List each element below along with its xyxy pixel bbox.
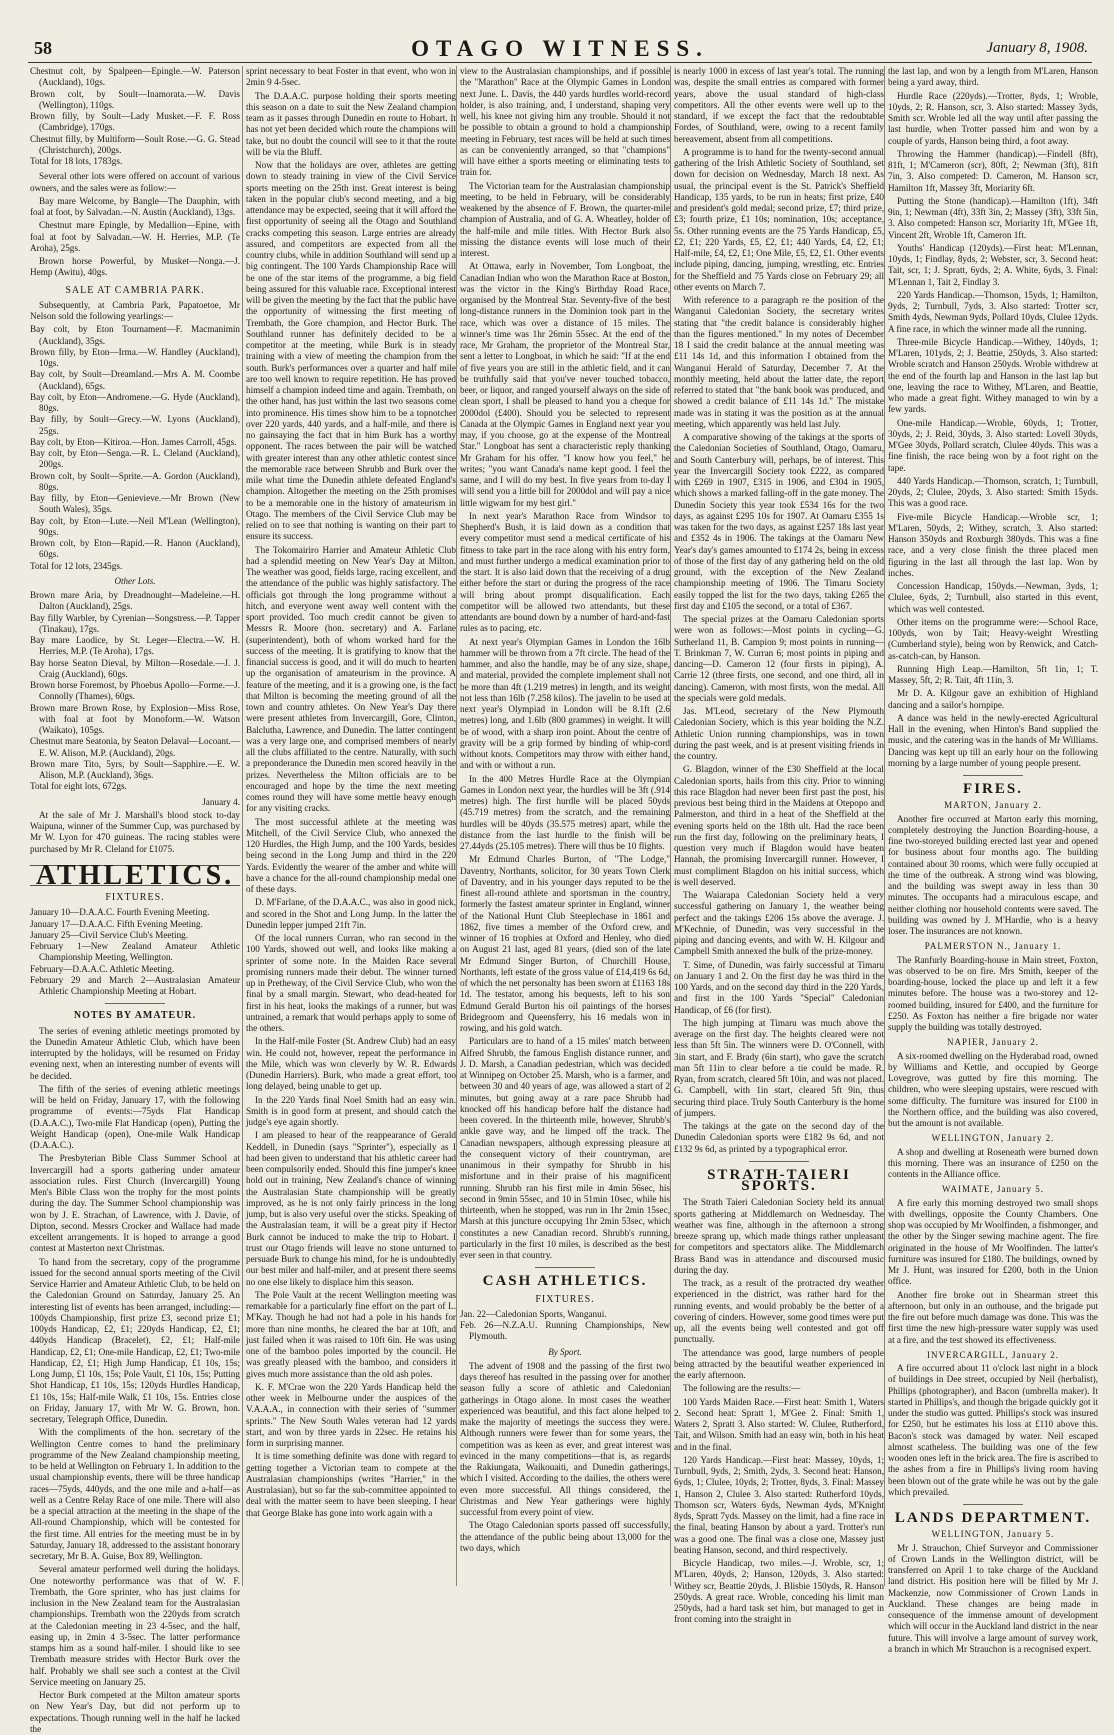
article-paragraph: At the sale of Mr J. Marshall's blood stock to-day Waipuna, winner of the Summer Cup, was purchased by Mr W. Lyon for 470 guineas. The racing stables were purchased by Mr R. Cleland for £1075. bbox=[30, 809, 240, 854]
list-item: Brown mare Aria, by Dreadnought—Madeleine.—H. Dalton (Auckland), 25gs. bbox=[30, 590, 240, 612]
list-item: Bay colt, by Eton—Lute.—Neil M'Lean (Wellington), 90gs. bbox=[30, 515, 240, 537]
section-heading-strath-taieri: STRATH-TAIERI SPORTS. bbox=[707, 1166, 851, 1194]
section-subheading: SALE AT CAMBRIA PARK. bbox=[65, 284, 205, 296]
section-subheading: Other Lots. bbox=[114, 575, 156, 586]
list-item: Bay filly, by Eton—Genievieve.—Mr Brown (New South Wales), 35gs. bbox=[30, 493, 240, 515]
article-paragraph: With reference to a paragraph re the position of the Wanganui Caledonian Society, the secretary writes stating that "the credit balance is considerably higher than the figures mentioned." In my notes of December 18 I said the credit balance at the annual meeting was £11 14s 1d, and this information I obtained from the Wanganui Herald of Saturday, December 7. At the monthly meeting, held about the latter date, the report referred to stated that "the bank book was produced, and showed a credit balance of £11 14s 1d." The mistake made was in stating it was the position as at the annual meeting, which apparently was held last July. bbox=[674, 295, 884, 429]
article-paragraph: With the compliments of the hon. secretary of the Wellington Centre comes to hand the preliminary programme of the New Zealand championship meeting, to be held at Wellington on February 1. In addition to the usual championship events, there will be three handicap races—75yds, 440yds, and the one mile and a-half—as well as a Centre Relay Race of one mile. There will also be a special attraction at the meeting in the shape of the All-round Championship, which will be contested for the first time. All entries for the meeting must be in by Saturday, January 18, addressed to the assistant honorary secretary, Mr B. A. Guise, Box 89, Wellington. bbox=[30, 1427, 240, 1561]
fixtures-heading: FIXTURES. bbox=[105, 892, 165, 903]
list-item: Bay colt, by Eton—Andromene.—G. Hyde (Auckland), 80gs. bbox=[30, 391, 240, 413]
article-paragraph: Another fire broke out in Shearman street this afternoon, but only in an outhouse, and the brigade put the fire out before much damage was done. This was the first time the new high-pressure water supply was used at a fire, and the test showed its effectiveness. bbox=[888, 1289, 1098, 1345]
column-1 bbox=[30, 66, 240, 1734]
article-paragraph: Running High Leap.—Hamilton, 5ft 1in, 1; T. Massey, 5ft, 2; R. Tait, 4ft 11in, 3. bbox=[888, 663, 1098, 685]
article-paragraph: The series of evening athletic meetings promoted by the Dunedin Amateur Athletic Club, which have been interrupted by the holidays, will be resumed on Friday evening next, when an interesting number of events will be decided. bbox=[30, 1025, 240, 1081]
fixtures-heading: FIXTURES. bbox=[535, 1293, 595, 1305]
article-paragraph: Concession Handicap, 150yds.—Newman, 3yds, 1; Clulee, 6yds, 2; Turnbull, also started in this event, which was well contested. bbox=[888, 581, 1098, 614]
list-item: Brown colt, by Soult—Inamorata.—W. Davis (Wellington), 110gs. bbox=[30, 88, 240, 110]
list-item: Brown colt, by Eton—Rapid.—R. Hanon (Auckland), 60gs. bbox=[30, 538, 240, 560]
article-paragraph: Youths' Handicap (120yds).—First heat: M'Lennan, 10yds, 1; Findlay, 8yds, 2; Webster, scr, 3. Second heat: Tait, scr, 1; J. Spratt, 6yds, 2; A. White, 6yds, 3. Final: M'Lennan 1, Tait 2, Findlay 3. bbox=[888, 242, 1098, 287]
list-item: February 1—New Zealand Amateur Athletic Championship Meeting, Wellington. bbox=[30, 941, 240, 963]
sale-list bbox=[30, 590, 240, 793]
list-item: Jan. 22—Caledonian Sports, Wanganui. bbox=[460, 1308, 607, 1319]
article-paragraph: Bay mare Welcome, by Bangle—The Dauphin, with foal at foot, by Salvadan.—N. Austin (Auckland), 13gs. bbox=[30, 195, 240, 217]
list-item: Chestnut colt, by Spalpeen—Epingle.—W. Paterson (Auckland), 10gs. bbox=[30, 66, 240, 88]
list-item: Bay colt, by Eton—Kitiroa.—Hon. James Carroll, 45gs. bbox=[30, 436, 237, 447]
separator bbox=[535, 1267, 595, 1268]
article-paragraph: Now that the holidays are over, athletes are getting down to steady training in view of the Civil Service sports meeting on the 25th inst. Great interest is being taken in the popular club's second meeting, and a big attendance may be expected, seeing that it will afford the first opportunity of seeing all the Otago and Southland cracks competing this season. Large entries are already assured, and competitors are expected from all the country clubs, while in addition Southland will send up a big contingent. The 100 Yards Championship Race will be one of the star items of the programme, a big field being assured for this valuable race. Exceptional interest will be given the meeting by the fact that the public have the opportunity of witnessing the first meeting of Trembath, the Gore champion, and Hector Burk. The Southland runner has definitely decided to be a competitor at the meeting, while Burk is in steady training with a view of meeting the champion from the south. Burk's performances over a quarter and half mile are too well known to require repetition. He has proved himself a champion indeed time and again. Trembath, on the other hand, has just within the last two seasons come into prominence. His times show him to be a topnotcher over 220 yards, 440 yards, and a half-mile, and there is no gainsaying the fact that in him Burk has a worthy opponent. The races between the pair will be watched with greater interest than any other athletic contest since the memorable race between Shrubb and Burk over the mile what time the Dunedin athlete defeated England's champion. Altogether the meeting on the 25th promises to be a memorable one in the history of amateurism in Otago. The members of the Civil Service Club may be relied on to see that nothing is wanting on their part to ensure its success. bbox=[246, 160, 456, 542]
article-paragraph: G. Blagdon, winner of the £30 Sheffield at the local Caledonian sports, hails from this city. Prior to winning this race Blagdon had never been first past the post, his previous best being third in the Maidens at Otepopo and Palmerston, and third in a heat of the Sheffield at the evening sports held on the 18th ult. Had the race been run the first day, following on the preliminary heats, I question very much if Blagdon would have beaten Hannah, the promising Invercargill runner. However, I must compliment Blagdon on his initial success, which is well deserved. bbox=[674, 764, 884, 887]
article-paragraph: K. F. M'Crae won the 220 Yards Handicap held the other week in Melbourne under the auspices of the V.A.A.A., in connection with their series of "summer sprints." The New South Wales veteran had 12 yards start, and won by three yards in 22sec. He retains his form in surprising manner. bbox=[246, 1381, 456, 1448]
article-paragraph: Brown horse Powerful, by Musket—Nonga.—J. Hemp (Awitu), 40gs. bbox=[30, 256, 240, 278]
column-divider bbox=[242, 66, 243, 1586]
article-paragraph: 440 Yards Handicap.—Thomson, scratch, 1; Turnbull, 20yds, 2; Clulee, 20yds, 3. Also started: Smith 15yds. This was a good race. bbox=[888, 475, 1098, 509]
list-item: Bay filly, by Soult—Grecy.—W. Lyons (Auckland), 25gs. bbox=[30, 414, 240, 436]
dateline: MARTON, January 2. bbox=[944, 800, 1042, 811]
list-item: Chestnut filly, by Multiform—Soult Rose.—G. G. Stead (Christchurch), 200gs. bbox=[30, 133, 240, 155]
article-paragraph: The special prizes at the Oamaru Caledonian sports were won as follows:—Most points in cycling—G. Sutherland 11, B. Campion 9; most points in running—T. Brinkman 7, W. Curran 6; most points in piping and dancing—D. Cameron 12 (four firsts in piping), A. Carrie 12 (three firsts, one second, and one third, all in dancing). Cameron, with most firsts, won the medal. All the specials were gold medals. bbox=[674, 614, 884, 703]
article-paragraph: Mr J. Strauchon, Chief Surveyor and Commissioner of Crown Lands in the Wellington district, will be transferred on April 1 to take charge of the Auckland land district. His position here will be filled by Mr J. Mackenzie, now Commissioner of Crown Lands in Auckland. These changes are being made in consequence of the immense amount of development which will occur in the Auckland land district in the near future. This will involve a large amount of survey work, a branch in which Mr Strauchon is a recognised expert. bbox=[888, 1542, 1098, 1654]
article-paragraph: 120 Yards Handicap.—First heat: Massey, 10yds, 1; Turnbull, 9yds, 2; Smith, 2yds, 3. Second heat: Hanson, 6yds, 1; Clulee, 10yds, 2; Trotter, 8yds, 3. Final: Massey 1, Hanson 2, Clulee 3. Also started: Rutherford 10yds, Thomson scr, Waters 6yds, Newman 4yds, M'Knight 8yds, Spratt 7yds. Massey on the limit, had a fine race in the final, beating Hanson by about a yard. Trotter's run was a good one. The final was a close one, Massey just beating Hanson, second, and third respectively. bbox=[674, 1454, 884, 1555]
list-item: Bay mare Laodice, by St. Leger—Electra.—W. H. Herries, M.P. (Te Aroha), 17gs. bbox=[30, 635, 240, 657]
article-paragraph: The Tokomairiro Harrier and Amateur Athletic Club had a splendid meeting on New Year's Day at Milton. The weather was good, fields large, racing excellent, and the attendance of the public was highly satisfactory. The officials got through the long programme without a hitch, and everyone went away well content with the sport provided. Too much credit cannot be given to Messrs R. Moore (hon. secretary) and A. Farlane (superintendent), both of whom worked hard for the success of the meeting. It is gratifying to know that the financial success is good, and it will do much to hearten up the organisation of amateurism in the province. A feature of the meeting, and it is a growing one, is the fact that Milton is becoming the meeting ground of all the town and country athletes. On New Year's Day there were present athletes from Invercargill, Gore, Clinton, Balclutha, Lawrence, and Dunedin. The latter contingent was a very large one, and comprised members of nearly all the clubs affiliated to the centre. Naturally, with such a preponderance the Dunedin men scored heavily in the prizes. Nevertheless the Milton officials are to be encouraged and hope by the time the next meeting comes round they will have some mettle heavy enough for any visiting cracks. bbox=[246, 544, 456, 814]
newspaper-title: OTAGO WITNESS. bbox=[411, 36, 709, 61]
article-paragraph: Chestnut mare Epingle, by Medallion—Epine, with foal at foot by Salvadan.—W. H. Herries, M.P. (Te Aroha), 25gs. bbox=[30, 220, 240, 253]
list-item: Brown colt, by Soult—Sprite.—A. Gordon (Auckland), 80gs. bbox=[30, 470, 240, 492]
article-paragraph: The following are the results:— bbox=[683, 1383, 801, 1394]
fixtures-list bbox=[30, 907, 240, 997]
article-paragraph: The Victorian team for the Australasian championship meeting, to be held in February, will be considerably weakened by the absence of F. Brown, the quarter-mile champion of Australia, and of G. A. Wheatley, holder of the half-mile and mile titles. With Hector Burk also missing the distance events will lose much of their interest. bbox=[460, 180, 670, 258]
article-paragraph: Jas. M'Leod, secretary of the New Plymouth Caledonian Society, which is this year holding the N.Z. Athletic Union running championships, was in town during the past week, and is at present visiting friends in the country. bbox=[674, 706, 884, 761]
article-paragraph: The track, as a result of the protracted dry weather experienced in the district, was rather hard for the running events, and would probably be the better of a covering of cinders. However, some good times were put up, all the events being well contested and got off punctually. bbox=[674, 1278, 884, 1345]
article-paragraph: Another fire occurred at Marton early this morning, completely destroying the Junction Boarding-house, a fine two-storeyed building erected last year and opened for business about four months ago. The building contained about 30 rooms, which were fully occupied at the time of the outbreak. A strong wind was blowing, and the building was swept away in less than 30 minutes. The occupants had a miraculous escape, and neither clothing nor household contents were saved. The building was owned by J. M'Hardie, who is a heavy loser. The insurances are not known. bbox=[888, 813, 1098, 936]
article-paragraph: I am pleased to hear of the reappearance of Gerald Keddell, in Dunedin (says "Sprinter"), especially as I had been given to understand that his athletic career had been compulsorily ended. Should this fine jumper's knee hold out in training, New Zealand's chance of winning the Australasian State championship will be greatly improved, as he is not only fairly princess in the long jump, but is also very useful over the sticks. Speaking of the Australasian team, it will be a great pity if Hector Burk cannot be induced to make the trip to Hobart. I trust our Otago friends will leave no stone unturned to persuade Burk to change his mind, for he is undoubtedly our best miler and half-miler, and at present there seems no one else likely to displace him this season. bbox=[246, 1130, 456, 1287]
article-paragraph: Mr D. A. Kilgour gave an exhibition of Highland dancing and a sailor's hornpipe. bbox=[888, 688, 1098, 710]
column-3 bbox=[460, 66, 670, 1586]
article-paragraph: In the Half-mile Foster (St. Andrew Club) had an easy win. He could not, however, repeat the performance in the Mile, which was won cleverly by W. R. Edwards (Dunedin Harriers). Burk, who made a great effort, too long delayed, being unable to get up. bbox=[246, 1036, 456, 1092]
article-paragraph: T. Sime, of Dunedin, was fairly successful at Timaru on January 1 and 2. On the first day he was third in the 100 Yards, and on the second day third in the 220 Yards, and first in the 100 Yards "Special" Caledonian Handicap, of £6 (for first). bbox=[674, 959, 884, 1015]
article-paragraph: To hand from the secretary, copy of the programme issued for the second annual sports meeting of the Civil Service Harrier and Amateur Athletic Club, to be held on the Caledonian Ground on Saturday, January 25. An interesting list of events has been arranged, including:—100yds Championship, first prize £3, second prize £1; 100yds Handicap, £2, £1; 220yds Handicap, £2, £1; 440yds Handicap (Bracelet), £2, £1; Half-mile Handicap, £2, £1; One-mile Handicap, £2, £1; Two-mile Handicap, £2, £1; High Jump Handicap, £1 10s, 15s; Long Jump, £1 10s, 15s; Pole Vault, £1 10s, 15s; Putting Shot Handicap, £1 10s, 15s; 120yds Hurdles Handicap, £1 10s, 15s; Half-mile Walk, £1 10s, 15s. Entries close on Friday, January 17, with Mr W. G. Brown, hon. secretary, Telegraph Office, Dunedin. bbox=[30, 1256, 240, 1424]
byline: By Sport. bbox=[548, 1346, 582, 1357]
list-item: Feb. 26—N.Z.A.U. Running Championships, New Plymouth. bbox=[460, 1320, 670, 1342]
list-item: Brown filly, by Soult—Lady Musket.—F. F. Ross (Cambridge), 170gs. bbox=[30, 111, 240, 133]
column-4 bbox=[674, 66, 884, 1625]
section-heading-athletics: ATHLETICS. bbox=[30, 865, 240, 886]
article-paragraph: The Otago Caledonian sports passed off successfully, the attendance of the public being about 13,000 for the two days, which bbox=[460, 1520, 670, 1553]
article-paragraph: Bicycle Handicap, two miles.—J. Wroble, scr, 1; M'Laren, 40yds, 2; Hanson, 120yds, 3. Also started: Withey scr, Beattie 20yds, J. Blisbie 150yds, R. Hanson 250yds. A great race. Wroble, conceding his limit man 250yds, had a hard task set him, but managed to get in front coming into the straight in bbox=[674, 1558, 884, 1625]
list-item: Bay filly Warbler, by Cyrenian—Songstress.—P. Tapper (Tinakau), 17gs. bbox=[30, 612, 240, 634]
article-paragraph: 220 Yards Handicap.—Thomson, 15yds, 1; Hamilton, 9yds, 2; Turnbull, 7yds, 3. Also started: Trotter scr, Smith 4yds, Newman 9yds, Pollard 10yds, Clulee 12yds. A fine race, in which the winner made all the running. bbox=[888, 289, 1098, 334]
article-paragraph: The Presbyterian Bible Class Summer School at Invercargill had a sports gathering under amateur association rules. First Church (Invercargill) Young Men's Bible Class won the trophy for the most points during the day. The Summer School championship was won by J. E. Strachan, of Lawrence, with J. Davie, of Dipton, second. Messrs Crocker and Wallace had made excellent arrangements. It is hoped to arrange a good contest at Masterton next Christmas. bbox=[30, 1153, 240, 1254]
article-paragraph: In the 400 Metres Hurdle Race at the Olympian Games in London next year, the hurdles will be 3ft (.914 metres) high. The first hurdle will be placed 50yds (45.719 metres) from the scratch, and the remaining hurdles will be 40yds (35.575 metres) apart, while the distance from the last hurdle to the finish will be 27.44yds (25.105 metres). There will thus be 10 flights. bbox=[460, 773, 670, 851]
list-item: February—D.A.A.C. Athletic Meeting. bbox=[30, 963, 175, 974]
sale-list bbox=[30, 66, 240, 167]
article-paragraph: The Ranfurly Boarding-house in Main street, Foxton, was observed to be on fire. Mrs Smith, keeper of the boarding-house, locked the place up and left it a few minutes before. The house was a two-storey and 12-roomed building, insured for £400, and the furniture for £250. As Foxton has neither a fire brigade nor water supply the building was totally destroyed. bbox=[888, 954, 1098, 1032]
article-paragraph: Several amateur performed well during the holidays. One noteworthy performance was that of W. F. Trembath, the Gore sprinter, who has just claims for inclusion in the New Zealand team for the Australasian championships. Trembath won the 220yds from scratch at the Caledonian meeting in 23 4-5sec, and the half, easing up, in 2min 4 3-5sec. The latter performance stamps him as a sound half-miler. I should like to see Trembath measure strides with Hector Burk over the half. Probably we shall see such a contest at the Civil Service meeting on January 25. bbox=[30, 1564, 240, 1687]
list-item: January 17—D.A.A.C. Fifth Evening Meeting. bbox=[30, 918, 203, 929]
dateline: January 4. bbox=[202, 796, 240, 807]
masthead-rule bbox=[28, 62, 1092, 63]
column-divider bbox=[884, 66, 885, 1586]
article-paragraph: The takings at the gate on the second day of the Dunedin Caledonian sports were £182 9s 6d, and not £132 9s 6d, as printed by a typographical error. bbox=[674, 1121, 884, 1154]
column-2 bbox=[246, 66, 456, 1586]
article-paragraph: Subsequently, at Cambria Park, Papatoetoe, Mr Nelson sold the following yearlings:— bbox=[30, 299, 240, 321]
separator bbox=[749, 1161, 809, 1162]
dateline: INVERCARGILL, January 2. bbox=[927, 1349, 1059, 1360]
article-paragraph: view to the Australasian championships, and if possible the "Marathon" Race at the Olympic Games in London next June. L. Davis, the 440 yards hurdles world-record holder, is also training, and, I understand, shaping very well, his knee not giving him any trouble. Should it not be possible to obtain a ground to hold a championship meeting in February, test races will be held at such times as can be conveniently arranged, so that "champions" will have either a sports meeting or eliminating tests to train for. bbox=[460, 66, 670, 178]
article-paragraph: The Waiarapa Caledonian Society held a very successful gathering on January 1, the weather being perfect and the takings £206 15s above the average. J. M'Kechnie, of Dunedin, was very successful in the piping and dancing events, and with W. H. Kilgour and Campbell Smith annexed the bulk of the prize-money. bbox=[674, 890, 884, 957]
article-paragraph: Of the local runners Curran, who ran second in the 100 Yards, showed out well, and looks like making a sprinter of some note. In the Maiden Race several promising runners made their debut. The winner turned up in Pretheway, of the Civil Service Club, who won the final by a small margin. Stewart, who dead-heated for first in his heat, looks the makings of a runner, but was untrained, a remark that would perhaps apply to some of the others. bbox=[246, 933, 456, 1033]
article-paragraph: The D.A.A.C. purpose holding their sports meeting this season on a date to suit the New Zealand champion team as it passes through Dunedin en route to Hobart. It has not yet been decided which route the champions will take, but no doubt the council will see to it that the route will be via the Bluff. bbox=[246, 90, 456, 157]
article-paragraph: It is time something definite was done with regard to getting together a Victorian team to compete at the Australasian championships (writes "Harrier," in the Australasian), but so far the sub-committee appointed to deal with the matter seem to have been sleeping. I hear that George Blake has gone into work again with a bbox=[246, 1451, 456, 1518]
list-item: Brown filly, by Eton—Irma.—W. Handley (Auckland), 10gs. bbox=[30, 346, 240, 368]
article-paragraph: The most successful athlete at the meeting was Mitchell, of the Civil Service Club, who annexed the 120 Hurdles, the High Jump, and the 100 Yards, besides being second in the Long Jump and third in the 220 Yards. Evidently the wearer of the amber and white will have a chance for the all-round championship medal one of these days. bbox=[246, 816, 456, 894]
article-paragraph: Five-mile Bicycle Handicap.—Wroble scr, 1; M'Laren, 50yds, 2; Withey, scratch, 3. Also started: Hanson 350yds and Roxburgh 380yds. This was a fine race, and a very close finish the three placed men figuring in the last all through the last lap. Won by inches. bbox=[888, 511, 1098, 578]
article-paragraph: A six-roomed dwelling on the Hyderabad road, owned by Williams and Kettle, and occupied by George Lovegrove, was gutted by fire this morning. The children, who were sleeping upstairs, were rescued with some difficulty. The furniture was insured for £100 in the Northern office, and the building was also covered, but the amount is not available. bbox=[888, 1050, 1098, 1128]
dateline: WELLINGTON, January 5. bbox=[931, 1529, 1055, 1540]
article-paragraph: In the 220 Yards final Noel Smith had an easy win. Smith is in good form at present, and should catch the judge's eye again shortly. bbox=[246, 1094, 456, 1127]
list-item: January 10—D.A.A.C. Fourth Evening Meeting. bbox=[30, 907, 210, 918]
article-paragraph: The Pole Vault at the recent Wellington meeting was remarkable for a particularly fine effort on the part of L. M'Kay. Though he had not had a pole in his hands for more than nine months, he cleared the bar at 10ft, and just failed when it was raised to 10ft 6in. He was using one of the bamboo poles imported by the council. He was greatly pleased with the bamboo, and considers it gives much more assistance than the old ash poles. bbox=[246, 1289, 456, 1379]
fires-list bbox=[888, 800, 1098, 1498]
article-paragraph: Three-mile Bicycle Handicap.—Withey, 140yds, 1; M'Laren, 101yds, 2; J. Beattie, 250yds, 3. Also started: Wroble scratch and Hanson 250yds. Wroble withdrew at the end of the fourth lap and Hanson in the last lap but one, leaving the race to Withey, M'Laren, and Beattie, who made a great fight. Withey managed to win by a few yards. bbox=[888, 336, 1098, 415]
article-paragraph: The Strath Taieri Caledonian Society held its annual sports gathering at Middlemarch on Wednesday. The weather was fine, although in the afternoon a strong breeze sprang up, which made things rather unpleasant for competitors and spectators alike. The Middlemarch Brass Band was in attendance and discoursed music during the day. bbox=[674, 1197, 884, 1275]
list-item: January 25—Civil Service Club's Meeting. bbox=[30, 929, 189, 940]
sale-list bbox=[30, 324, 240, 572]
section-heading-notes: NOTES BY AMATEUR. bbox=[73, 1010, 197, 1022]
article-paragraph: One-mile Handicap.—Wroble, 60yds, 1; Trotter, 30yds, 2; J. Reid, 30yds, 3. Also started: Lovell 30yds, M'Gee 30yds, Pollard scratch, Clulee 40yds. This was a fine finish, the race being won by a foot right on the tape. bbox=[888, 417, 1098, 473]
list-item: Brown horse Foremost, by Phoebus Apollo—Forme.—J. Connolly (Thames), 60gs. bbox=[30, 680, 240, 702]
article-paragraph: Mr Edmund Charles Burton, of "The Lodge," Daventry, Northants, solicitor, for 30 years Town Clerk of Daventry, and in his younger days reputed to be the finest all-round athlete and sportsman in the country, formerly the fastest amateur sprinter in England, winner of the National Hunt Club Steeplechase in 1861 and 1862, five times a member of the Oxford crew, and winner of 16 trophies at Oxford and Henley, who died on August 21 last, aged 81 years, (died son of the late Mr Edmund Singer Burton, of Churchill House, Northants, left estate of the gross value of £14,419 6s 6d, of which the net personalty has been sworn at £1163 18s 1d. The testator, among his bequests, left to his son Edmund Gerald Burton his oil paintings of the horses Bridegroom and Queensferry, his 16 medals won in rowing, and his gold watch. bbox=[460, 854, 670, 1033]
masthead bbox=[28, 34, 1092, 64]
list-item: Brown mare Tito, 5yrs, by Soult—Sapphire.—E. W. Alison, M.P. (Auckland), 36gs. bbox=[30, 758, 240, 780]
list-item: Bay colt, by Soult—Dreamland.—Mrs A. M. Coombe (Auckland), 65gs. bbox=[30, 369, 240, 391]
article-paragraph: At next year's Olympian Games in London the 16lb hammer will be thrown from a 7ft circle. The head of the hammer, and also the handle, may be of any size, shape, and material, provided the complete implement shall not be more than 4ft (1.219 metres) in length, and its weight not less than 16lb (7.258 kilos). The javelin to be used at next year's Olympiad in London will be 8.1ft (2.6 metres) long, and 1.6lb (800 grammes) in weight. It will be of wood, with a sharp iron point. About the centre of gravity will be a grip formed by binding of whip-cord without knots. Competitors may throw with either hand, and with or without a run. bbox=[460, 636, 670, 771]
article-paragraph: 100 Yards Maiden Race.—First heat: Smith 1, Waters 2. Second heat: Spratt 1, M'Gee 2. Final: Smith 1, Waters 2, Spratt 3. Also started: W. Clulee, Rutherford, Tait, and Wilson. Smith had an easy win, both in his heat and in the final. bbox=[674, 1396, 884, 1452]
article-paragraph: A comparative showing of the takings at the sports of the Caledonian Societies of Southland, Otago, Oamaru, and South Canterbury will, perhaps, be of interest. This year the Invercargill Society took £222, as compared with £269 in 1907, £315 in 1906, and £304 in 1905, which shows a marked falling-off in the gate money. The Dunedin Society this year took £534 16s for the two days, as against £295 10s for 1907. At Oamaru £355 1s was taken for the two days, as against £257 18s last year and £352 4s in 1906. The takings at the Oamaru New Year's day's games amounted to £174 2s, being in excess of those of the first day of any gathering held on the old ground, with the exception of the New Zealand championship meeting of 1906. The Timaru Society easily topped the list for the two days, taking £265 the first day and £105 the second, or a total of £367. bbox=[674, 432, 884, 611]
separator bbox=[963, 1504, 1023, 1505]
article-paragraph: The attendance was good, large numbers of people being attracted by the beautiful weather experienced in the early afternoon. bbox=[674, 1347, 884, 1380]
article-paragraph: A fire occurred about 11 o'clock last night in a block of buildings in Dee street, occupied by Neil (herbalist), Phillips (photographer), and Bacon (umbrella maker). It started in Phillips's, and though the brigade quickly got it under the studio was gutted. Phillips's stock was insured for £250, but he estimates his loss at £110 above this. Bacon's stock was damaged by water. Neil escaped almost scatheless. The building was one of the few wooden ones left in the brick area. The fire is ascribed to the ashes from a fire in Phillips's living room having been blown out of the grate while he was out by the gale which prevailed. bbox=[888, 1363, 1098, 1497]
article-paragraph: Hurdle Race (220yds).—Trotter, 8yds, 1; Wroble, 10yds, 2; R. Hanson, scr, 3. Also started: Massey 3yds, Smith scr. Wroble led all the way until after passing the last hurdle, when Trotter passed him and won by a couple of yards, Hanson being third, a foot away. bbox=[888, 90, 1098, 146]
separator bbox=[105, 1003, 165, 1004]
article-paragraph: The fifth of the series of evening athletic meetings will be held on Friday, January 17, with the following programme of events:—75yds Flat Handicap (D.A.A.C.), Two-mile Flat Handicap (open), Putting the Weight Handicap (open), One-mile Walk Handicap (D.A.A.C.). bbox=[30, 1083, 240, 1150]
list-item: Total for eight lots, 672gs. bbox=[30, 781, 127, 792]
article-paragraph: A shop and dwelling at Roseneath were burned down this morning. There was an insurance of £250 on the contents in the Alliance office. bbox=[888, 1146, 1098, 1179]
article-paragraph: is nearly 1000 in excess of last year's total. The running was, despite the small entries as compared with former years, above the usual standard of high-class competitors. All the other events were well up to the standard, if we except the fact that the redoubtable Fordes, of Southland, were, owing to a recent family bereavement, absent from all competitions. bbox=[674, 66, 884, 144]
article-paragraph: At Ottawa, early in November, Tom Longboat, the Canadian Indian who won the Marathon Race at Boston, was the victor in the King's Birthday Road Race, organised by the Montreal Star. Seventy-five of the best long-distance runners in the Dominion took part in the race, which was over a distance of 15 miles. The winner's time was 1hr 26min 55sec. At the end of the race, Mr Graham, the proprietor of the Montreal Star, sent a letter to Longboat, in which he said: "If at the end of five years you are still in the athletic field, and it can be truthfully said that you've never touched tobacco, beer, or liquor, and ranged yourself always on the side of clean sport, I shall be pleased to hand you a cheque for 2000dol (£400). Should you be selected to represent Canada at the Olympic Games in England next year you may, if you choose, go at the expense of the Montreal Star." Longboat has sent a characteristic reply thanking Mr Graham for his offer. "I know how you feel," he writes; "you want Canada's name kept good. I feel the same, and I will do my best. In five years from to-day I will send you a little bill for 2000dol and will pay a nice little wigwam for my best girl." bbox=[460, 261, 670, 508]
list-item: Total for 12 lots, 2345gs. bbox=[30, 560, 123, 571]
dateline: NAPIER, January 2. bbox=[947, 1037, 1039, 1048]
article-paragraph: A dance was held in the newly-erected Agricultural Hall in the evening, when Hinton's Band supplied the music, and the catering was in the hands of Mr Williams. Dancing was kept up till an early hour on the following morning by a large number of young people present. bbox=[888, 712, 1098, 768]
article-paragraph: The advent of 1908 and the passing of the first two days thereof has resulted in the passing over for another season fully a score of athletic and Caledonian gatherings in Otago alone. In most cases the weather experienced was beautiful, and this fact alone helped to make the majority of meetings the success they were. Although runners were fewer than for some years, the competition was as keen as ever, and great interest was evinced in the many competitions—that is, as regards the Rakiungata, Waikouaiti, and Dunedin gatherings, which I visited. According to the dailies, the others were even more successful. All things considered, the Christmas and New Year gatherings were highly successful from every point of view. bbox=[460, 1360, 670, 1517]
article-paragraph: Throwing the Hammer (handicap).—Findell (8ft), 81ft, 1; M'Cameron (scr), 80ft, 2; Newman (3ft), 81ft 7in, 3. Also competed: D. Cameron, M. Hanson scr, Hamilton 1ft, Massey 3ft, Moriarity 6ft. bbox=[888, 148, 1098, 193]
dateline: WAIMATE, January 5. bbox=[942, 1184, 1044, 1195]
article-paragraph: sprint necessary to beat Foster in that event, who won in 2min 9 4-5sec. bbox=[246, 66, 456, 88]
dateline: PALMERSTON N., January 1. bbox=[924, 941, 1062, 952]
page-number: 58 bbox=[34, 38, 52, 58]
article-paragraph: D. M'Farlane, of the D.A.A.C., was also in good nick, and scored in the Shot and Long Jump. In the latter the Dunedin lepper jumped 21ft 7in. bbox=[246, 897, 456, 930]
article-paragraph: Other items on the programme were:—School Race, 100yds, won by Tait; Heavy-weight Wrestling (Cumberland style), being won by Renwick, and Catch-as-catch-can, by Hanson. bbox=[888, 616, 1098, 661]
article-paragraph: The high jumping at Timaru was much above the average on the first day. The heights cleared were not less than 5ft 5in. The winners were D. O'Connell, with 3in start, and F. Brady (6in start), who gave the scratch man 5ft 11in to clear before a tie could be made. R. Ryan, from scratch, cleared 5ft 10in, and was not placed. G. Campbell, with 1in start, cleared 5ft 9in, thus securing third place. Truly South Canterbury is the home of jumpers. bbox=[674, 1017, 884, 1118]
list-item: Bay colt, by Eton Tournament—F. Macmanimin (Auckland), 35gs. bbox=[30, 324, 240, 346]
dateline: WELLINGTON, January 2. bbox=[931, 1133, 1055, 1144]
column-5 bbox=[888, 66, 1098, 1654]
article-paragraph: A fire early this morning destroyed two small shops with dwellings, opposite the County Chambers. One shop was occupied by Mr Woolfinden, a fishmonger, and the other by the Singer sewing machine agent. The fire originated in the house of Mr Woolfinden. The latter's furniture was insured for £180. The buildings, owned by Mr J. Hunt, was insured for £200, both in the Union office. bbox=[888, 1197, 1098, 1287]
list-item: Chestnut mare Seatonia, by Seaton Delaval—Locoant.—E. W. Alison, M.P. (Auckland), 20gs. bbox=[30, 736, 240, 758]
section-heading-cash-athletics: CASH ATHLETICS. bbox=[482, 1273, 648, 1290]
list-item: Brown mare Brown Rose, by Explosion—Miss Rose, with foal at foot by Monoform.—W. Watson (Waikato), 105gs. bbox=[30, 702, 240, 735]
list-item: February 29 and March 2—Australasian Amateur Athletic Championship Meeting at Hobart. bbox=[30, 974, 240, 996]
list-item: Bay horse Seaton Dieval, by Milton—Rosedale.—J. J. Craig (Auckland), 60gs. bbox=[30, 657, 240, 679]
section-heading-lands: LANDS DEPARTMENT. bbox=[894, 1510, 1092, 1526]
article-paragraph: the last lap, and won by a length from M'Laren, Hanson being a yard away, third. bbox=[888, 66, 1098, 88]
column-divider bbox=[456, 66, 457, 1586]
article-paragraph: Putting the Stone (handicap).—Hamilton (1ft), 34ft 9in, 1; Newman (4ft), 33ft 3in, 2; Massey (3ft), 33ft 5in, 3. Also competed: Hanson scr, Moriarity 1ft, M'Gee 1ft, Vincent 2ft, Wroble 1ft, Cameron 1ft. bbox=[888, 195, 1098, 240]
article-paragraph: A programme is to hand for the twenty-second annual gathering of the Irish Athletic Society of Southland, set down for decision on Wednesday, March 18 next. As usual, the principal event is the St. Patrick's Sheffield Handicap, 135 yards, to be run in heats; first prize, £40 and president's gold medal; second prize, £7; third prize, £3; fourth prize, £1 10s; nomination, 10s; acceptance, 5s. Other running events are the 75 Yards Handicap, £5, £2, £1; 220 Yards, £5, £2, £1; 440 Yards, £4, £2, £1; Half-mile, £4, £2, £1; One Mile, £5, £2, £1. Other events include piping, dancing, jumping, wrestling, etc. Entries for the Sheffield and 75 Yards close on February 29; all other events on March 7. bbox=[674, 146, 884, 292]
article-paragraph: In next year's Marathon Race from Windsor to Shepherd's Bush, it is laid down as a condition that every competitor must send a medical certificate of his fitness to take part in the race along with his entry form, and must further undergo a medical examination prior to the start. It is also laid down that the receiving of a drug either before the start or during the progress of the race will bring about prompt disqualification. Each competitor will be allowed two attendants, but these attendants are bound down by a number of hard-and-fast rules as to pacing, etc. bbox=[460, 510, 670, 634]
article-paragraph: Hector Burk competed at the Milton amateur sports on New Year's Day, but did not perform up to expectations. Though running well in the half he lacked the bbox=[30, 1690, 240, 1734]
article-paragraph: Several other lots were offered on account of various owners, and the sales were as follow:— bbox=[30, 171, 240, 193]
column-divider bbox=[670, 66, 671, 1586]
section-heading-fires: FIRES. bbox=[963, 781, 1023, 797]
list-item: Bay colt, by Eton—Senga.—R. L. Cleland (Auckland), 200gs. bbox=[30, 448, 240, 470]
separator bbox=[963, 775, 1023, 776]
article-paragraph: Particulars are to hand of a 15 miles' match between Alfred Shrubb, the famous English distance runner, and J. D. Marsh, a Canadian pedestrian, which was decided at Winnipeg on October 25. Marsh, who is a farmer, and between 30 and 40 years of age, was allowed a start of 2 minutes, but going away at a rare pace Shrubb had knocked off his handicap before half the distance had been covered. In the thirteenth mile, however, Shrubb's ankle gave way, and he limped off the track. The Canadian newspapers, although expressing pleasure at the consequent victory of their countryman, are unanimous in their sympathy for Shrubb in his misfortune and in their praise of his magnificent running. Shrubb ran his first mile in 4min 56sec, his second in 9min 55sec, and 10 in 51min 10sec, while his thirteenth, when he stopped, was run in 1hr 2min 15sec, Marsh at this juncture occupying 1hr 2min 53sec, which constitutes a new Canadian record. Shrubb's running, particularly in the first 10 miles, is described as the best ever seen in that country. bbox=[460, 1036, 670, 1260]
issue-date: January 8, 1908. bbox=[986, 40, 1088, 56]
list-item: Total for 18 lots, 1783gs. bbox=[30, 156, 123, 166]
fixtures-list bbox=[460, 1309, 670, 1343]
